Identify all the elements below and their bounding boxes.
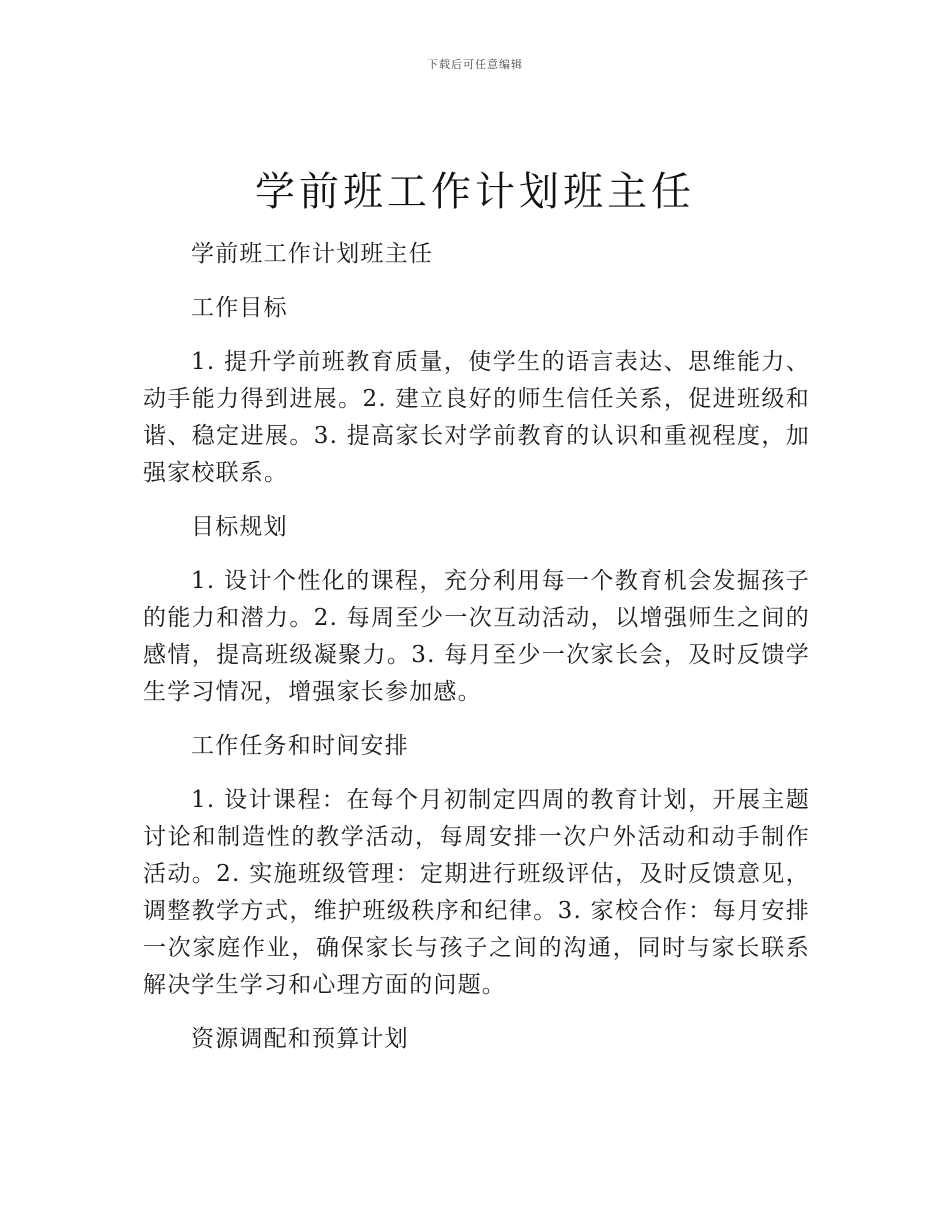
header-note: 下载后可任意编辑 xyxy=(427,58,523,71)
document-title: 学前班工作计划班主任 xyxy=(255,169,695,215)
section-heading-planning: 目标规划 xyxy=(191,514,288,540)
section-heading-tasks: 工作任务和时间安排 xyxy=(191,733,409,759)
subtitle-paragraph: 学前班工作计划班主任 xyxy=(191,241,433,267)
document-body xyxy=(143,236,810,1075)
paragraph-goals: 1. 提升学前班教育质量，使学生的语言表达、思维能力、动手能力得到进展。2. 建立良好的师生信任关系，促进班级和谐、稳定进展。3. 提高家长对学前教育的认识和重视程度，加强家校联系。 xyxy=(143,349,810,486)
paragraph-planning: 1. 设计个性化的课程，充分利用每一个教育机会发掘孩子的能力和潜力。2. 每周至少一次互动活动，以增强师生之间的感情，提高班级凝聚力。3. 每月至少一次家长会，及时反馈学生学习情况，增强家长参加感。 xyxy=(143,568,810,705)
section-heading-goals: 工作目标 xyxy=(191,295,288,321)
paragraph-tasks: 1. 设计课程：在每个月初制定四周的教育计划，开展主题讨论和制造性的教学活动，每周安排一次户外活动和动手制作活动。2. 实施班级管理：定期进行班级评估，及时反馈意见，调整教学方式，维护班级秩序和纪律。3. 家校合作：每月安排一次家庭作业，确保家长与孩子之间的沟通，同时与家长联系解决学生学习和心理方面的问题。 xyxy=(143,787,810,998)
section-heading-resources: 资源调配和预算计划 xyxy=(191,1026,409,1052)
